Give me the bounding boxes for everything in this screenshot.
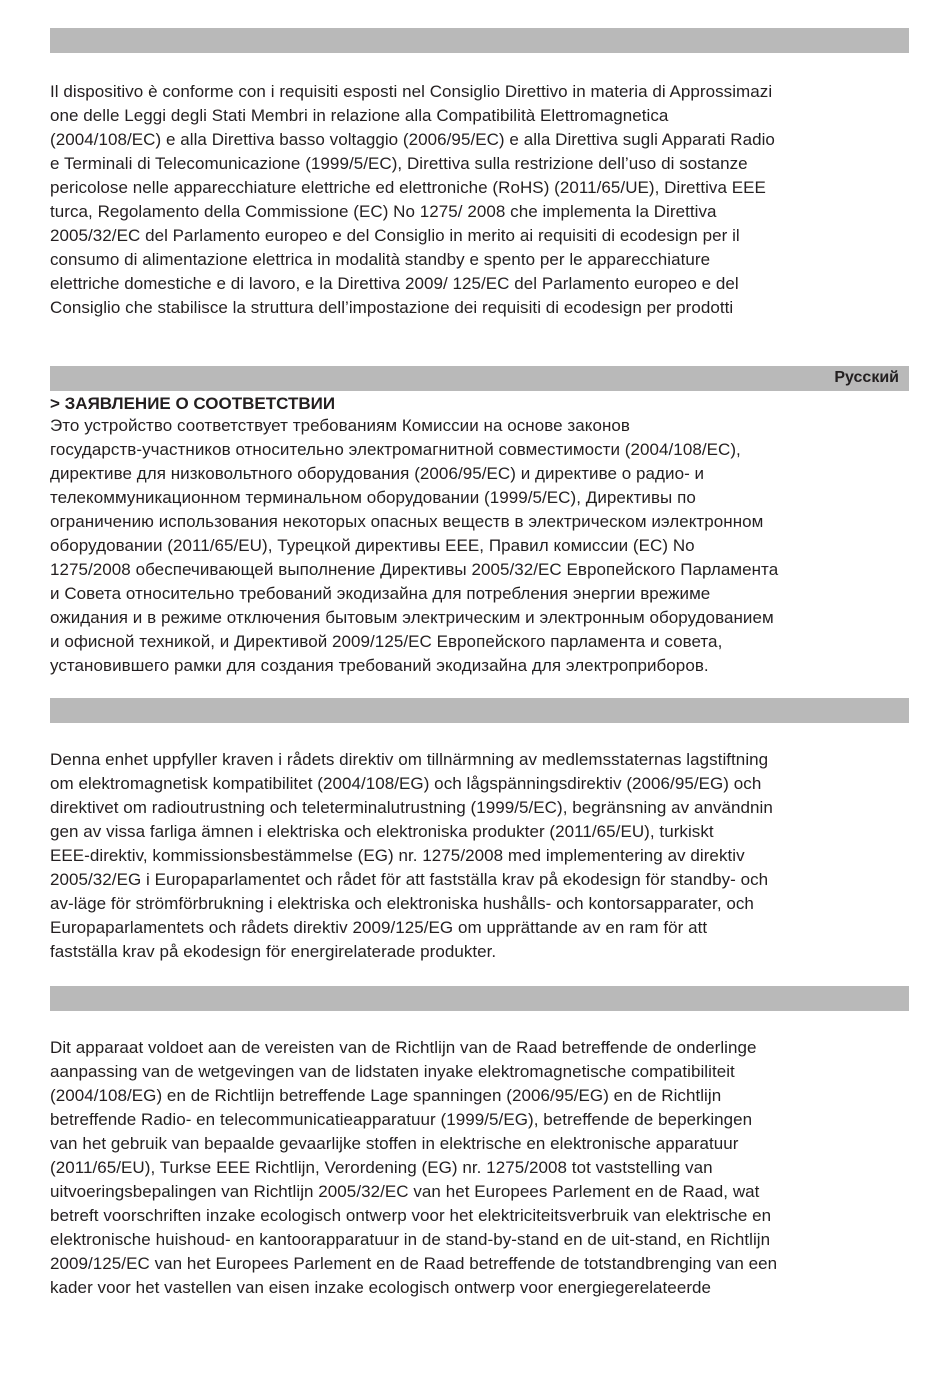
- text-line: (2004/108/EG) en de Richtlijn betreffende Lage spanningen (2006/95/EG) en de Richtlijn: [50, 1086, 722, 1105]
- text-line: Denna enhet uppfyller kraven i rådets direktiv om tillnärmning av medlemsstaternas lagstiftning: [50, 750, 769, 769]
- section-bar-russian: [50, 366, 909, 391]
- text-line: Consiglio che stabilisce la struttura dell’impostazione dei requisiti di ecodesign per prodotti: [50, 298, 734, 317]
- text-line: kader voor het vastellen van eisen inzake ecologisch ontwerp voor energiegerelateerde: [50, 1278, 712, 1297]
- text-line: и Совета относительно требований экодизайна для потребления энергии врежиме: [50, 584, 711, 603]
- language-label: Русский: [834, 369, 899, 386]
- text-line: van het gebruik van bepaalde gevaarlijke stoffen in elektrische en elektronische apparatuur: [50, 1134, 739, 1153]
- text-line: (2011/65/EU), Turkse EEE Richtlijn, Verordening (EG) nr. 1275/2008 tot vaststelling van: [50, 1158, 713, 1177]
- text-line: elettriche domestiche e di lavoro, e la Direttiva 2009/ 125/EC del Parlamento europeo e del: [50, 274, 739, 293]
- text-line: директиве для низковольтного оборудования (2006/95/EC) и директиве о радио- и: [50, 464, 705, 483]
- text-line: consumo di alimentazione elettrica in modalità standby e spento per le apparecchiature: [50, 250, 711, 269]
- dutch-paragraph: [50, 1036, 920, 1300]
- section-heading: > ЗАЯВЛЕНИЕ О СООТВЕТСТВИИ: [50, 394, 336, 413]
- text-line: gen av vissa farliga ämnen i elektriska och elektroniska produkter (2011/65/EU), turkiskt: [50, 822, 714, 841]
- text-line: телекоммуникационном терминальном оборудовании (1999/5/EC), Директивы по: [50, 488, 696, 507]
- swedish-paragraph: [50, 748, 920, 964]
- text-line: государств-участников относительно электромагнитной совместимости (2004/108/EC),: [50, 440, 741, 459]
- italian-paragraph: [50, 80, 920, 320]
- text-line: установившего рамки для создания требований экодизайна для электроприборов.: [50, 656, 709, 675]
- text-line: e Terminali di Telecomunicazione (1999/5/EC), Direttiva sulla restrizione dell’uso di sostanze: [50, 154, 748, 173]
- text-line: betreft voorschriften inzake ecologisch ontwerp voor het elektriciteitsverbruik van elektrische en: [50, 1206, 772, 1225]
- text-line: 2005/32/EG i Europaparlamentet och rådet för att fastställa krav på ekodesign för standby- och: [50, 870, 769, 889]
- text-line: 1275/2008 обеспечивающей выполнение Директивы 2005/32/EC Европейского Парламента: [50, 560, 779, 579]
- text-line: fastställa krav på ekodesign för energirelaterade produkter.: [50, 942, 497, 961]
- text-line: one delle Leggi degli Stati Membri in relazione alla Compatibilità Elettromagnetica: [50, 106, 669, 125]
- text-line: Это устройство соответствует требованиям Комиссии на основе законов: [50, 416, 630, 435]
- text-line: betreffende Radio- en telecommunicatieapparatuur (1999/5/EG), betreffende de beperkingen: [50, 1110, 753, 1129]
- text-line: Il dispositivo è conforme con i requisiti esposti nel Consiglio Direttivo in materia di Approssimazi: [50, 82, 773, 101]
- text-line: ожидания и в режиме отключения бытовым электрическим и электронным оборудованием: [50, 608, 774, 627]
- text-line: uitvoeringsbepalingen van Richtlijn 2005/32/EC van het Europees Parlement en de Raad, wat: [50, 1182, 760, 1201]
- text-line: EEE-direktiv, kommissionsbestämmelse (EG) nr. 1275/2008 med implementering av direktiv: [50, 846, 745, 865]
- section-bar-dutch: [50, 986, 909, 1011]
- text-line: 2005/32/EC del Parlamento europeo e del Consiglio in merito ai requisiti di ecodesign per il: [50, 226, 740, 245]
- text-line: Dit apparaat voldoet aan de vereisten van de Richtlijn van de Raad betreffende de onderlinge: [50, 1038, 757, 1057]
- section-bar-italian: [50, 28, 909, 53]
- text-line: turca, Regolamento della Commissione (EC) No 1275/ 2008 che implementa la Direttiva: [50, 202, 717, 221]
- text-line: om elektromagnetisk kompatibilitet (2004/108/EG) och lågspänningsdirektiv (2006/95/EG) och: [50, 774, 762, 793]
- text-line: ограничению использования некоторых опасных веществ в электрическом иэлектронном: [50, 512, 764, 531]
- text-line: Europaparlamentets och rådets direktiv 2009/125/EG om upprättande av en ram för att: [50, 918, 708, 937]
- text-line: (2004/108/EC) e alla Direttiva basso voltaggio (2006/95/EC) e alla Direttiva sugli Apparati Radio: [50, 130, 775, 149]
- section-bar-swedish: [50, 698, 909, 723]
- text-line: av-läge för strömförbrukning i elektriska och elektroniska hushålls- och kontorsapparater, och: [50, 894, 754, 913]
- text-line: direktivet om radioutrustning och teleterminalutrustning (1999/5/EC), begränsning av användnin: [50, 798, 773, 817]
- text-line: aanpassing van de wetgevingen van de lidstaten inyake elektromagnetische compatibiliteit: [50, 1062, 735, 1081]
- text-line: elektronische huishoud- en kantoorapparatuur in de stand-by-stand en de uit-stand, en Richtlijn: [50, 1230, 771, 1249]
- text-line: оборудовании (2011/65/EU), Турецкой директивы EEE, Правил комиссии (EC) No: [50, 536, 695, 555]
- text-line: и офисной техникой, и Директивой 2009/125/EC Европейского парламента и совета,: [50, 632, 723, 651]
- text-line: pericolose nelle apparecchiature elettriche ed elettroniche (RoHS) (2011/65/UE), Direttiva EEE: [50, 178, 766, 197]
- russian-paragraph: [50, 414, 920, 678]
- text-line: 2009/125/EC van het Europees Parlement en de Raad betreffende de totstandbrenging van een: [50, 1254, 778, 1273]
